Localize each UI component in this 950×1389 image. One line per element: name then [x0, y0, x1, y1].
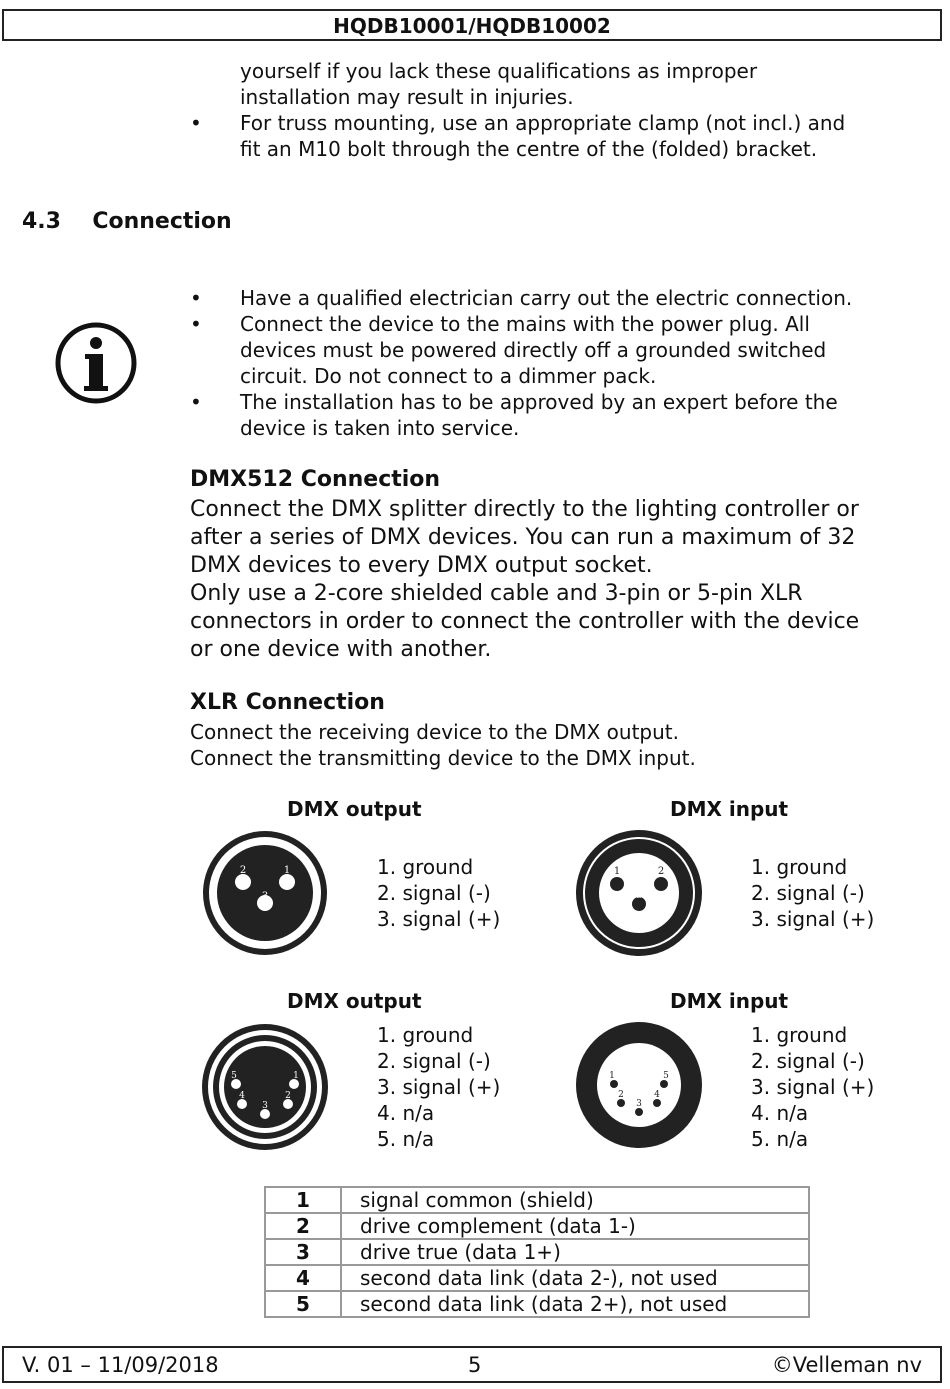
- pin-label: 4. n/a: [751, 1101, 809, 1125]
- pin-number: 5: [663, 1071, 669, 1081]
- connection-bullet-3: [0, 389, 950, 441]
- xlr-heading: XLR Connection: [190, 690, 385, 715]
- body-line: Connect the DMX splitter directly to the lighting controller or: [190, 497, 859, 522]
- pin-label: 1. ground: [377, 1023, 474, 1047]
- xlr-3pin-output-icon: [200, 828, 330, 958]
- table-cell-num: 2: [265, 1213, 341, 1239]
- body-line: connectors in order to connect the controller with the device: [190, 609, 860, 634]
- bullet-dot: •: [190, 111, 202, 135]
- pin-label: 2. signal (-): [377, 881, 491, 905]
- xlr-5pin-output-icon: [200, 1022, 330, 1152]
- section-title: Connection: [92, 209, 232, 234]
- bullet-dot: •: [190, 286, 202, 310]
- bullet-line: Have a qualified electrician carry out the electric connection.: [240, 286, 853, 310]
- truss-bullet: [0, 110, 950, 162]
- body-line: Only use a 2-core shielded cable and 3-pin or 5-pin XLR: [190, 581, 803, 606]
- pin-number: 5: [231, 1071, 237, 1081]
- bullet-line: Connect the device to the mains with the power plug. All: [240, 312, 810, 336]
- connection-bullet-2: [0, 311, 950, 389]
- table-cell-desc: second data link (data 2-), not used: [341, 1265, 809, 1291]
- pin-number: 1: [613, 866, 621, 877]
- five-pin-input-list: [751, 1022, 874, 1152]
- pin-label: 1. ground: [377, 855, 474, 879]
- pin-number: 1: [609, 1071, 615, 1081]
- bullet-line: devices must be powered directly off a grounded switched: [240, 338, 827, 362]
- xlr-body: [190, 719, 696, 771]
- pin-label: 2. signal (-): [751, 1049, 865, 1073]
- connection-bullet-1: [0, 285, 950, 311]
- body-line: or one device with another.: [190, 637, 492, 662]
- table-row: [265, 1213, 809, 1239]
- dmx-output-label: DMX output: [287, 989, 422, 1013]
- pin-number: 2: [618, 1090, 624, 1100]
- pin-number: 4: [654, 1090, 660, 1100]
- pin-label: 1. ground: [751, 855, 848, 879]
- pin-number: 3: [636, 1099, 642, 1109]
- pin-number: 3: [261, 891, 269, 902]
- table-row: [265, 1239, 809, 1265]
- pin-number: 3: [262, 1101, 268, 1111]
- bullet-line: fit an M10 bolt through the centre of the (folded) bracket.: [240, 137, 818, 161]
- body-line: after a series of DMX devices. You can run a maximum of 32: [190, 525, 856, 550]
- pin-label: 2. signal (-): [751, 881, 865, 905]
- pin-label: 5. n/a: [377, 1127, 435, 1151]
- pin-label: 2. signal (-): [377, 1049, 491, 1073]
- pin-label: 3. signal (+): [377, 907, 501, 931]
- intro-line: installation may result in injuries.: [240, 85, 574, 109]
- dmx-output-label: DMX output: [287, 797, 422, 821]
- section-number: 4.3: [22, 209, 61, 234]
- pin-label: 3. signal (+): [751, 1075, 875, 1099]
- pin-label: 5. n/a: [751, 1127, 809, 1151]
- xlr-3pin-input-icon: [574, 828, 704, 958]
- body-line: DMX devices to every DMX output socket.: [190, 553, 653, 578]
- page-footer: [2, 1346, 942, 1383]
- table-cell-num: 5: [265, 1291, 341, 1317]
- three-pin-input-list: [751, 854, 874, 932]
- section-heading: [22, 209, 232, 234]
- table-cell-desc: drive complement (data 1-): [341, 1213, 809, 1239]
- dmx512-heading: DMX512 Connection: [190, 467, 441, 492]
- header-title: HQDB10001/HQDB10002: [333, 14, 611, 38]
- bullet-line: For truss mounting, use an appropriate clamp (not incl.) and: [240, 111, 846, 135]
- intro-line: yourself if you lack these qualifications as improper: [240, 59, 758, 83]
- footer-version: V. 01 – 11/09/2018: [22, 1353, 219, 1377]
- pin-number: 3: [635, 890, 643, 901]
- page-header: [2, 9, 942, 41]
- pin-number: 1: [283, 865, 291, 876]
- dmx-input-label: DMX input: [670, 797, 789, 821]
- table-cell-num: 3: [265, 1239, 341, 1265]
- three-pin-output-list: [377, 854, 500, 932]
- pin-label: 3. signal (+): [377, 1075, 501, 1099]
- bullet-dot: •: [190, 390, 202, 414]
- table-cell-desc: signal common (shield): [341, 1187, 809, 1213]
- table-row: [265, 1265, 809, 1291]
- pin-label: 4. n/a: [377, 1101, 435, 1125]
- footer-copyright: ©Velleman nv: [771, 1353, 922, 1377]
- dmx512-body: [190, 496, 930, 664]
- table-cell-num: 1: [265, 1187, 341, 1213]
- pin-number: 4: [239, 1091, 245, 1101]
- table-cell-num: 4: [265, 1265, 341, 1291]
- table-row: [265, 1187, 809, 1213]
- bullet-line: circuit. Do not connect to a dimmer pack.: [240, 364, 657, 388]
- pin-number: 2: [239, 865, 247, 876]
- bullet-line: device is taken into service.: [240, 416, 520, 440]
- xlr-5pin-input-icon: [574, 1020, 704, 1150]
- table-row: [265, 1291, 809, 1317]
- pin-assignment-table: [264, 1186, 810, 1318]
- pin-number: 2: [285, 1091, 291, 1101]
- table-cell-desc: second data link (data 2+), not used: [341, 1291, 809, 1317]
- body-line: Connect the transmitting device to the DMX input.: [190, 746, 696, 770]
- table-cell-desc: drive true (data 1+): [341, 1239, 809, 1265]
- footer-page-number: 5: [468, 1353, 482, 1377]
- intro-continued: [240, 58, 757, 110]
- dmx-input-label: DMX input: [670, 989, 789, 1013]
- bullet-line: The installation has to be approved by an expert before the: [240, 390, 838, 414]
- pin-label: 1. ground: [751, 1023, 848, 1047]
- pin-number: 2: [657, 866, 665, 877]
- pin-label: 3. signal (+): [751, 907, 875, 931]
- body-line: Connect the receiving device to the DMX output.: [190, 720, 680, 744]
- five-pin-output-list: [377, 1022, 500, 1152]
- pin-number: 1: [293, 1071, 299, 1081]
- bullet-dot: •: [190, 312, 202, 336]
